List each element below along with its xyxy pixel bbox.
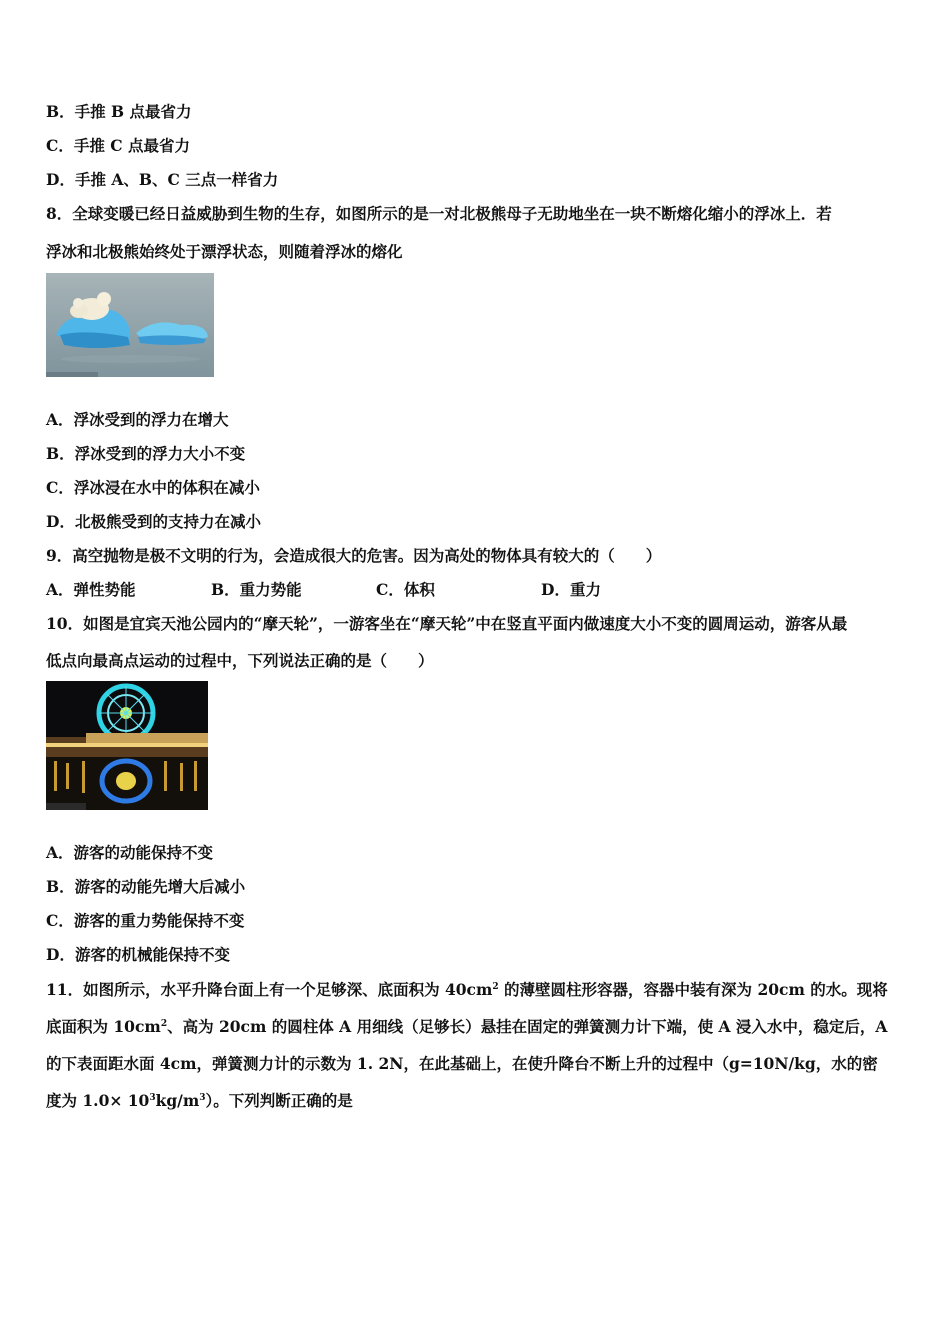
q8-stem-line1: 8．全球变暖已经日益威胁到生物的生存，如图所示的是一对北极熊母子无助地坐在一块不断熔化缩小的浮冰上．若 — [46, 204, 832, 223]
q8-stem-line2: 浮冰和北极熊始终处于漂浮状态，则随着浮冰的熔化 — [46, 242, 403, 261]
q8-option-a: A．浮冰受到的浮力在增大 — [46, 410, 229, 429]
polar-bear-image — [46, 273, 214, 377]
q11-stem-line1 — [46, 980, 888, 1000]
q8-option-b: B．浮冰受到的浮力大小不变 — [46, 444, 246, 463]
q7-option-d: D．手推 A、B、C 三点一样省力 — [46, 170, 279, 189]
q11-line4-text-b: kg/m — [155, 1091, 200, 1110]
q11-line2-text-a: 底面积为 10cm — [46, 1017, 161, 1036]
q10-stem-line2: 低点向最高点运动的过程中，下列说法正确的是（ ） — [46, 651, 434, 670]
q11-line4-superscript-2: 3 — [199, 1093, 206, 1103]
q10-option-c: C．游客的重力势能保持不变 — [46, 911, 245, 930]
q10-option-a: A．游客的动能保持不变 — [46, 843, 214, 862]
q11-line2-text-b: 、高为 20cm 的圆柱体 A 用细线（足够长）悬挂在固定的弹簧测力计下端，使 A 浸入水中，稳定后，A — [167, 1017, 888, 1036]
q11-line4-text-a: 度为 1.0× 10 — [46, 1091, 150, 1110]
q9-stem: 9．高空抛物是极不文明的行为，会造成很大的危害。因为高处的物体具有较大的（ ） — [46, 546, 662, 565]
q11-stem-line3: 的下表面距水面 4cm，弹簧测力计的示数为 1. 2N，在此基础上，在使升降台不断上升的过程中（g=10N/kg，水的密 — [46, 1054, 878, 1073]
q11-line1-superscript: 2 — [492, 982, 499, 992]
ferris-wheel-night-icon — [46, 681, 208, 810]
q11-line4-superscript-1: 3 — [149, 1093, 156, 1103]
q10-stem-line1: 10．如图是宜宾天池公园内的“摩天轮”，一游客坐在“摩天轮”中在竖直平面内做速度大小不变的圆周运动，游客从最 — [46, 614, 848, 633]
q9-option-a: A．弹性势能 — [46, 580, 136, 599]
q9-option-d: D．重力 — [541, 580, 601, 599]
q11-line2-superscript: 2 — [160, 1019, 168, 1029]
q8-option-d: D．北极熊受到的支持力在减小 — [46, 512, 261, 531]
q11-line1-text-b: 的薄壁圆柱形容器，容器中装有深为 20cm 的水。现将 — [498, 980, 888, 999]
q9-option-c: C．体积 — [376, 580, 435, 599]
q11-stem-line2 — [46, 1017, 887, 1037]
q7-option-b: B．手推 B 点最省力 — [46, 102, 192, 121]
ferris-wheel-image — [46, 681, 208, 810]
q11-line4-text-c: ）。下列判断正确的是 — [205, 1091, 353, 1110]
q11-stem-line4 — [46, 1091, 353, 1111]
q7-option-c: C．手推 C 点最省力 — [46, 136, 190, 155]
q11-line1-text-a: 11．如图所示，水平升降台面上有一个足够深、底面积为 40cm — [46, 980, 493, 999]
q10-option-d: D．游客的机械能保持不变 — [46, 945, 230, 964]
q10-option-b: B．游客的动能先增大后减小 — [46, 877, 246, 896]
q8-option-c: C．浮冰浸在水中的体积在减小 — [46, 478, 260, 497]
polar-bears-on-ice-floe-icon — [46, 273, 214, 377]
q9-option-b: B．重力势能 — [211, 580, 302, 599]
q9-options-row — [46, 580, 646, 600]
